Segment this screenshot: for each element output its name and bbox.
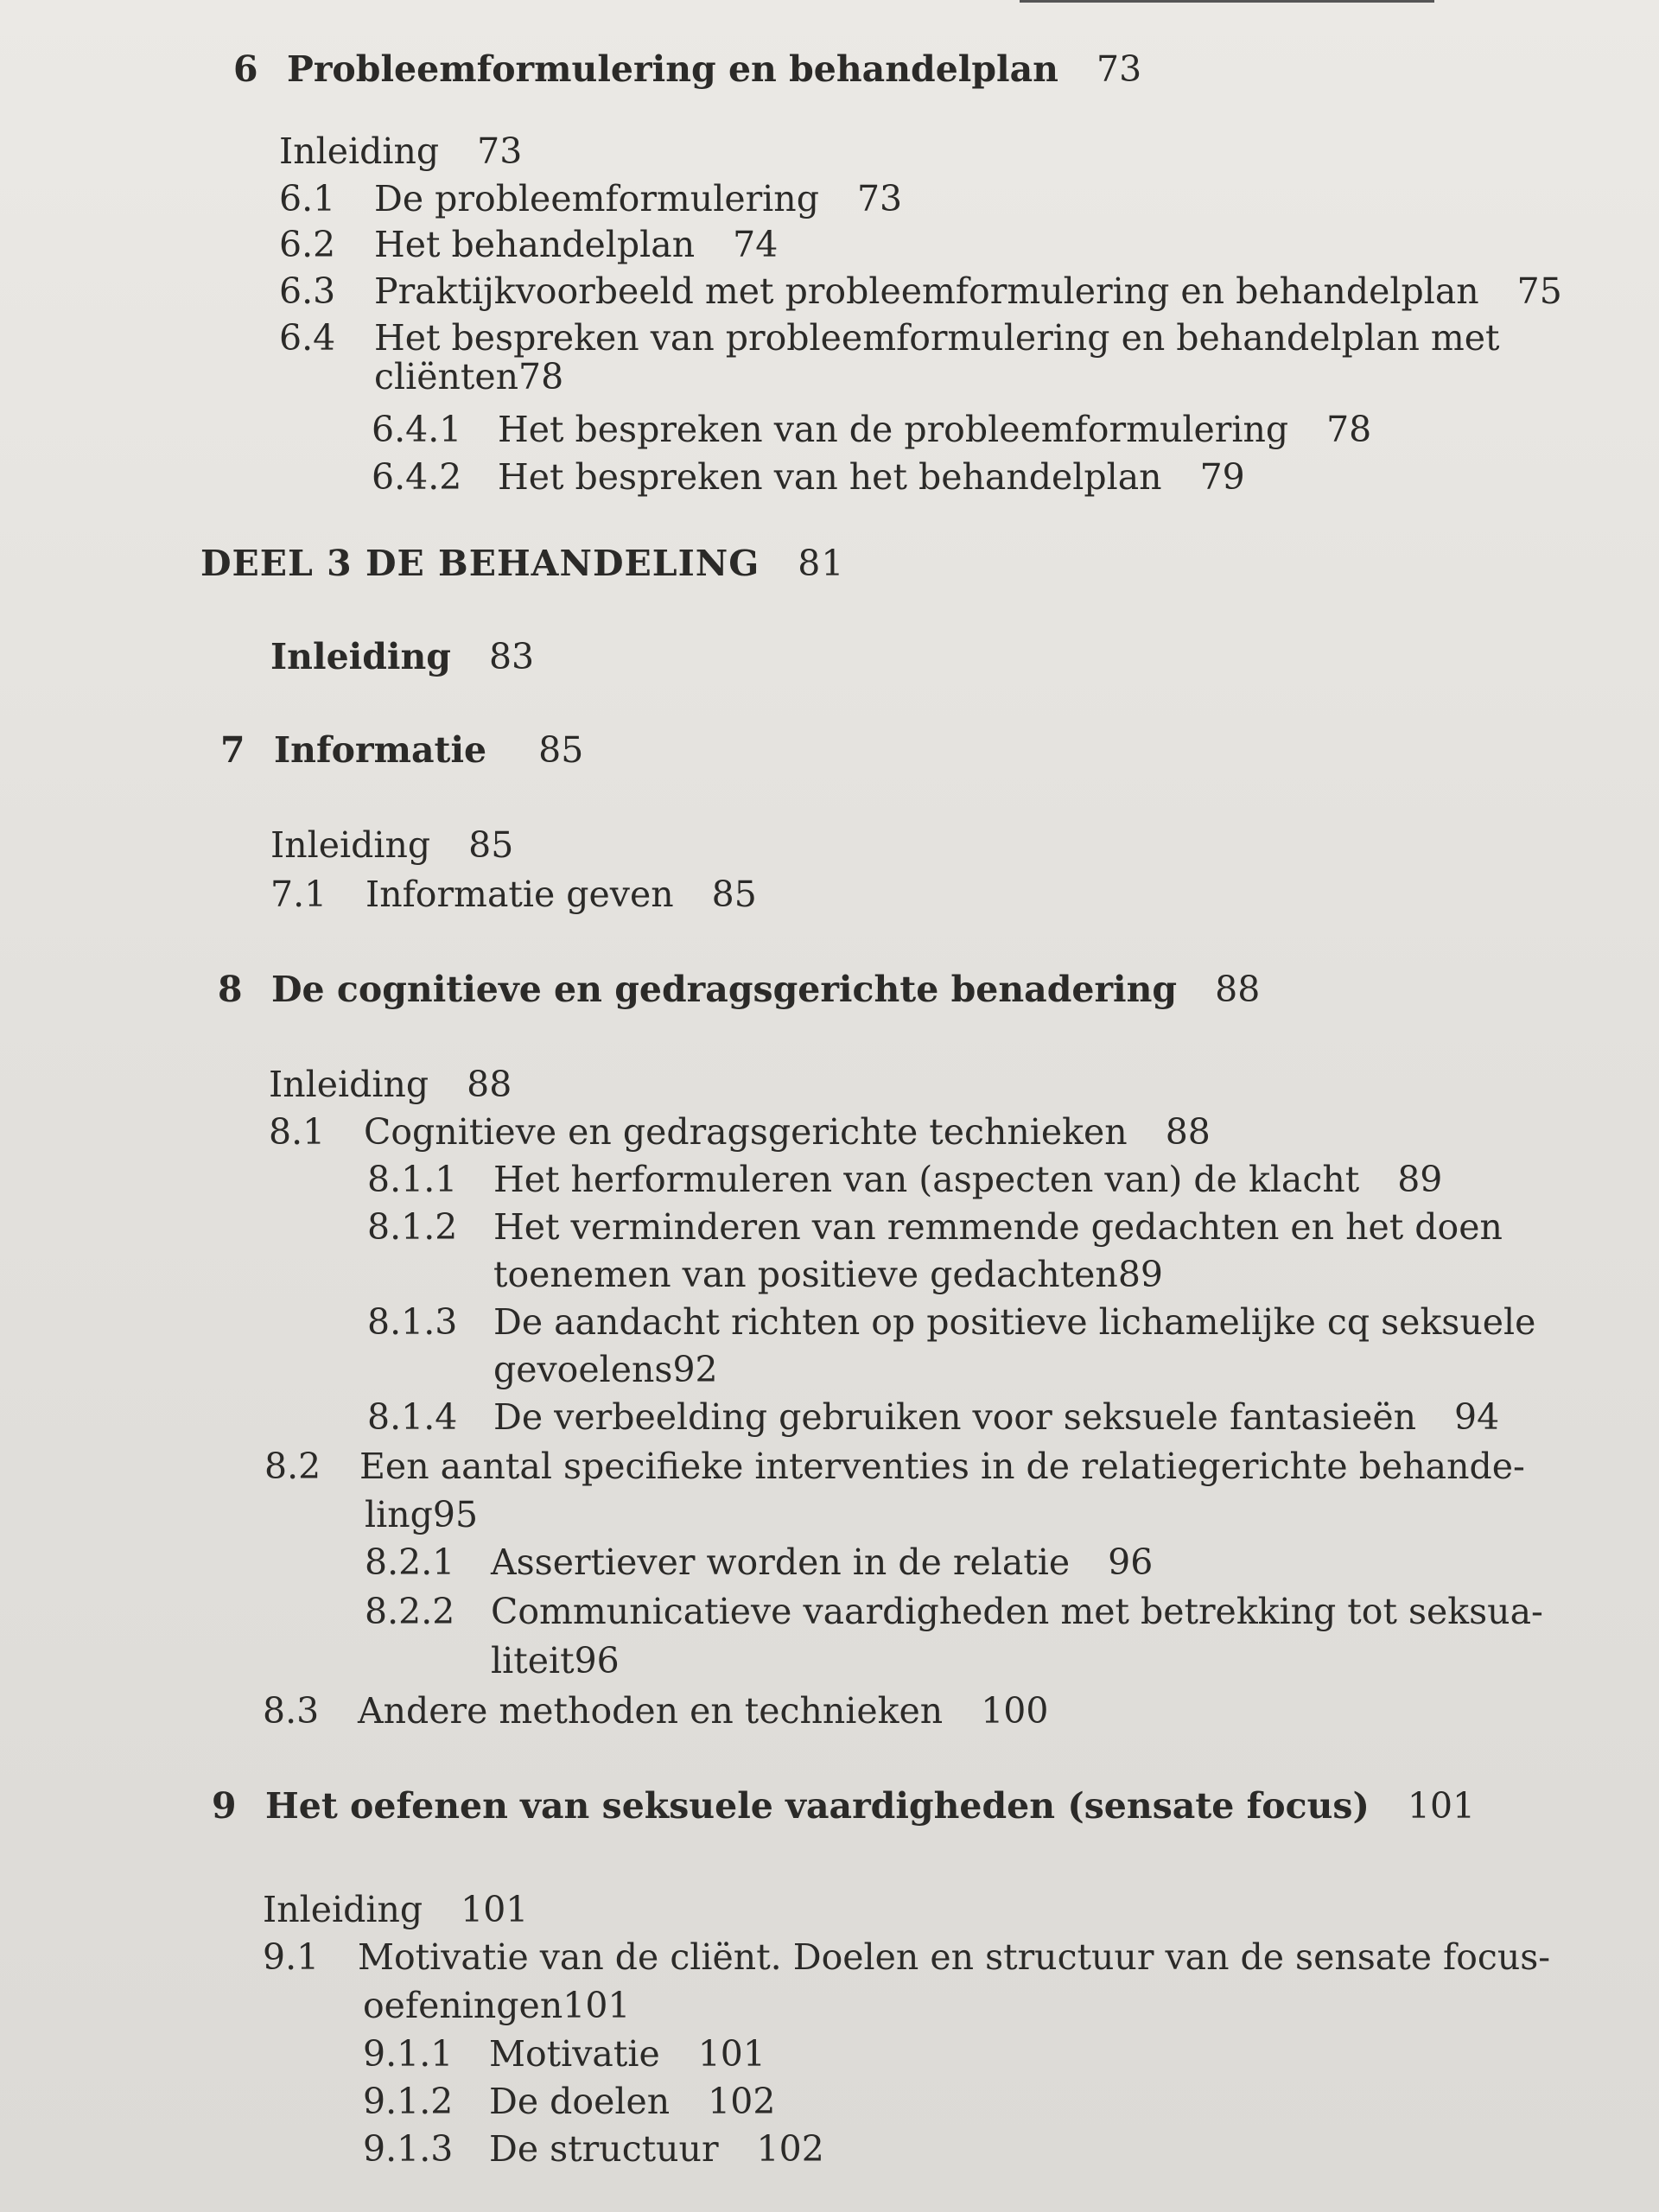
toc-section-6-1: 6.1 De probleemformulering 73 (279, 178, 903, 219)
toc-section-6-4-continued: cliënten78 (374, 356, 564, 397)
toc-intro-8: Inleiding 88 (269, 1064, 512, 1105)
toc-subsection-8-1-3: 8.1.3 De aandacht richten op positieve lichamelijke cq seksuele (367, 1301, 1536, 1343)
toc-chapter-8: 8 De cognitieve en gedragsgerichte benadering 88 (218, 969, 1261, 1010)
toc-section-6-2: 6.2 Het behandelplan 74 (279, 224, 779, 265)
toc-subsection-8-2-1: 8.2.1 Assertiever worden in de relatie 96 (365, 1541, 1154, 1583)
toc-title: Probleemformulering en behandelplan (287, 48, 1058, 90)
toc-section-9-1-continued: oefeningen101 (363, 1985, 631, 2026)
toc-subsection-8-2-2-continued: liteit96 (491, 1640, 620, 1681)
toc-chapter-9: 9 Het oefenen van seksuele vaardigheden (sensate focus) 101 (212, 1785, 1476, 1827)
toc-part-3: DEEL 3 DE BEHANDELING 81 (200, 543, 845, 584)
toc-intro-7: Inleiding 85 (270, 824, 514, 866)
toc-subsection-8-1-1: 8.1.1 Het herformuleren van (aspecten van) de klacht 89 (367, 1159, 1443, 1200)
toc-section-8-2: 8.2 Een aantal specifieke interventies in de relatiegerichte behande- (264, 1446, 1525, 1487)
toc-section-7-1: 7.1 Informatie geven 85 (270, 874, 757, 915)
toc-subsection-8-1-2: 8.1.2 Het verminderen van remmende gedachten en het doen (367, 1206, 1503, 1248)
toc-intro-9: Inleiding 101 (263, 1889, 529, 1930)
toc-section-8-3: 8.3 Andere methoden en technieken 100 (263, 1690, 1049, 1732)
toc-subsection-9-1-3: 9.1.3 De structuur 102 (363, 2128, 824, 2170)
toc-chapter-7: 7 Informatie 85 (220, 729, 584, 771)
toc-section-8-1: 8.1 Cognitieve en gedragsgerichte technieken 88 (269, 1111, 1211, 1153)
toc-subsection-6-4-2: 6.4.2 Het bespreken van het behandelplan 79 (372, 456, 1245, 498)
toc-chapter-6: 6 Probleemformulering en behandelplan 73 (233, 48, 1142, 90)
toc-section-6-3: 6.3 Praktijkvoorbeeld met probleemformulering en behandelplan 75 (279, 270, 1562, 312)
toc-part-3-intro: Inleiding 83 (270, 636, 535, 677)
toc-subsection-8-1-4: 8.1.4 De verbeelding gebruiken voor seksuele fantasieën 94 (367, 1396, 1500, 1438)
toc-subsection-9-1-1: 9.1.1 Motivatie 101 (363, 2033, 766, 2075)
toc-subsection-9-1-2: 9.1.2 De doelen 102 (363, 2081, 776, 2122)
toc-subsection-8-2-2: 8.2.2 Communicatieve vaardigheden met betrekking tot seksua- (365, 1591, 1543, 1632)
toc-section-6-4: 6.4 Het bespreken van probleemformulering en behandelplan met (279, 317, 1500, 359)
toc-section-9-1: 9.1 Motivatie van de cliënt. Doelen en structuur van de sensate focus- (263, 1936, 1551, 1978)
toc-intro-6: Inleiding 73 (279, 130, 523, 172)
toc-subsection-8-1-3-continued: gevoelens92 (493, 1349, 718, 1390)
toc-subsection-8-1-2-continued: toenemen van positieve gedachten89 (493, 1254, 1163, 1295)
toc-page: 73 (1096, 48, 1142, 90)
toc-section-8-2-continued: ling95 (365, 1494, 479, 1535)
toc-subsection-6-4-1: 6.4.1 Het bespreken van de probleemformulering 78 (372, 409, 1372, 450)
